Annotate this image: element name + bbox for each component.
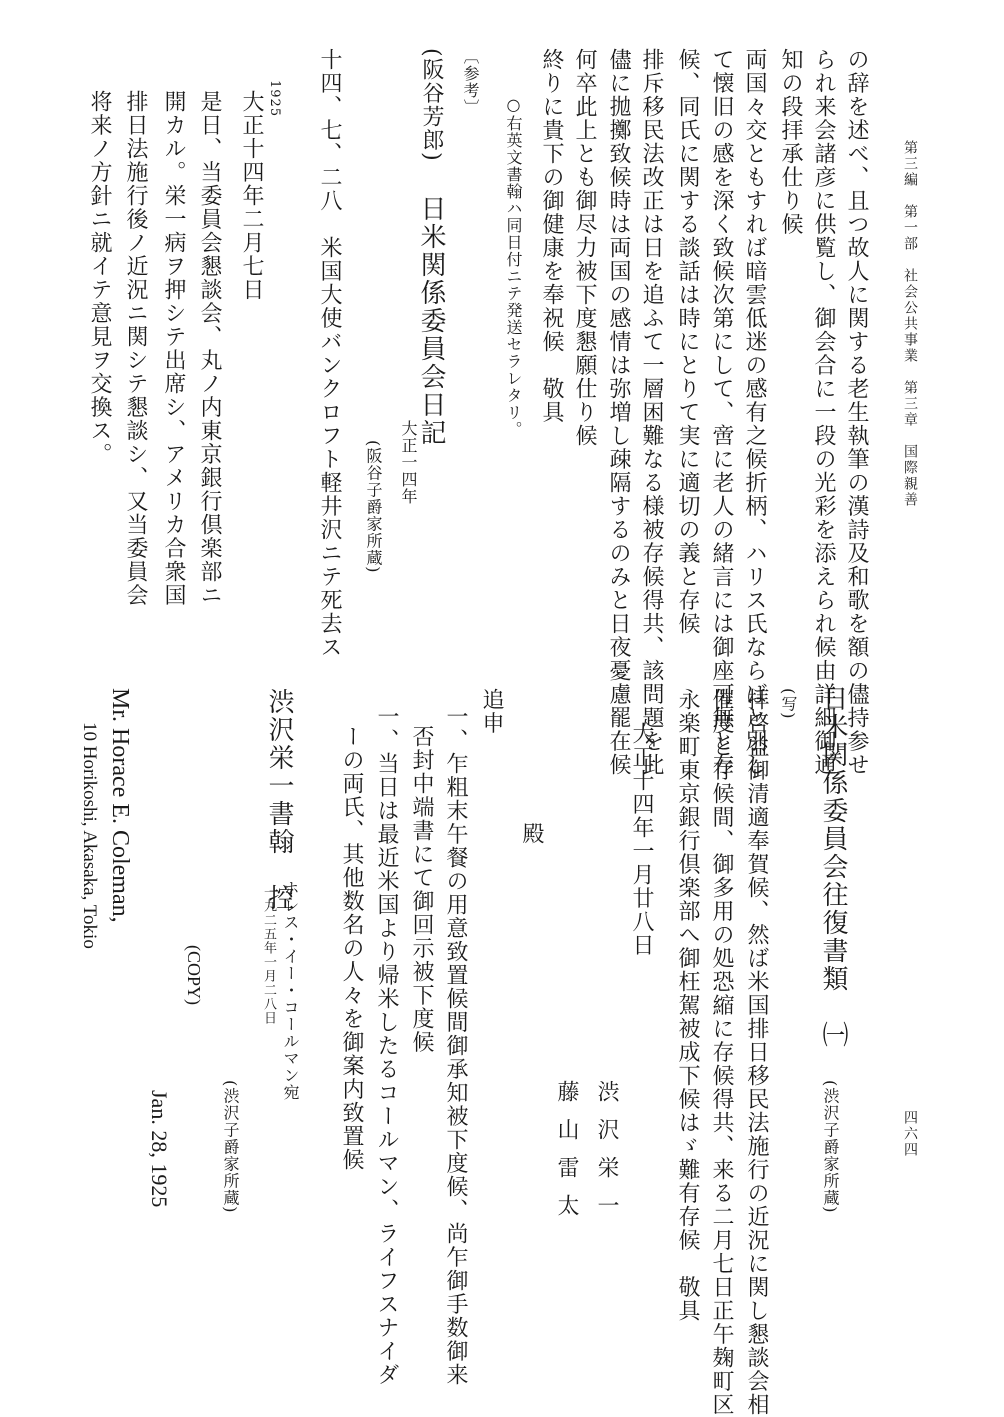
letter-line: 拝啓益御清適奉賀候、然ば米国排日移民法施行の近況に関し懇談会相 (744, 688, 769, 1417)
english-name: Mr. Horace E. Coleman, (107, 688, 133, 923)
letter2-addressee: ホレス・イー・コールマン宛 (281, 880, 300, 1101)
letter2-date: 一九二五年一月二八日 (261, 885, 276, 1025)
reference-title: 日米関係委員会日記 (416, 195, 446, 447)
english-address: 10 Horikoshi, Akasaka, Tokio (79, 722, 100, 949)
postscript-line: ーの両氏、其他数名の人々を御案内致置候 (339, 725, 364, 1172)
diary-date: 大正十四年二月七日 (239, 90, 264, 302)
letter-line: 知の段拝承仕り候 (778, 48, 803, 236)
postscript-line: 一、乍粗末午餐の用意致置候間御承知被下度候、尚乍御手数御来 (443, 705, 468, 1387)
diary-line: 排日法施行後ノ近況ニ関シテ懇談シ、又当委員会 (123, 90, 148, 607)
letter-line: 何卒此上とも御尽力被下度懇願仕り候 (572, 48, 597, 448)
letter-line: て懐旧の感を深く致候次第にして、啻に老人の緒言には御座可無と存 (709, 48, 734, 777)
running-head: 第三編 第一部 社会公共事業 第三章 国際親善 (902, 140, 918, 508)
letter-line: 排斥移民法改正は日を追ふて一層困難なる様被存候得共、該問題を此 (639, 48, 664, 777)
reference-name: (阪谷芳郎) (419, 48, 444, 163)
reference-label: 〔参考〕 (461, 48, 480, 116)
letter-line: 両国々交ともすれば暗雲低迷の感有之候折柄、ハリス氏ならばと別し (742, 48, 767, 777)
diary-line: 将来ノ方針ニ就イテ意見ヲ交換ス。 (87, 90, 112, 466)
diary-line: 是日、当委員会懇談会、丸ノ内東京銀行倶楽部ニ (197, 90, 222, 607)
section-source: (渋沢子爵家所蔵) (821, 1080, 840, 1214)
diary-line: 開カル。栄一病ヲ押シテ出席シ、アメリカ合衆国 (161, 90, 186, 607)
death-note: 十四、七、二八 米国大使バンクロフト軽井沢ニテ死去ス (317, 48, 342, 659)
letter2-title: 渋沢栄一書翰 控 (264, 688, 294, 912)
section-title: 日米関係委員会往復書類 ㈠ (818, 685, 848, 1049)
letter-date: 大正十四年一月廿八日 (629, 722, 654, 957)
postscript-label: 追申 (479, 688, 504, 735)
addressee: 殿 (519, 822, 544, 846)
copy-en: (COPY) (184, 945, 204, 1006)
year-1925: 1925 (267, 80, 282, 118)
letter-line: 終りに貴下の御健康を奉祝候 敬具 (539, 48, 564, 424)
letter-line: の辞を述べ、且つ故人に関する老生執筆の漢詩及和歌を額の儘持参せ (844, 48, 869, 777)
letter-line: 候、同氏に関する談話は時にとりて実に適切の義と存候 (675, 48, 700, 636)
letter-line: 儘に拋擲致候時は両国の感情は弥増し疎隔するのみと日夜憂慮罷在候 (606, 48, 631, 777)
letter-line: られ来会諸彦に供覧し、御会合に一段の光彩を添えられ候由詳細御通 (811, 48, 836, 777)
reference-year: 大正一四年 (399, 420, 418, 505)
postscript-line: 否封中端書にて御回示被下度候 (409, 725, 434, 1054)
english-date: Jan. 28, 1925 (147, 1090, 172, 1208)
page-number: 四六四 (902, 1110, 918, 1158)
signer: 渋沢栄一 (594, 1080, 619, 1232)
sending-note: ○右英文書翰ハ同日付ニテ発送セラレタリ。 (504, 95, 523, 438)
letter-line: 永楽町東京銀行倶楽部へ御枉駕被成下候はゞ難有存候 敬具 (675, 688, 700, 1323)
copy-mark: (写) (779, 688, 798, 720)
postscript-line: 一、当日は最近米国より帰米したるコールマン、ライフスナイダ (374, 705, 399, 1387)
reference-source: (阪谷子爵家所蔵) (364, 440, 383, 574)
signer: 藤山雷太 (554, 1080, 579, 1232)
letter2-source: (渋沢子爵家所蔵) (221, 1080, 240, 1214)
letter-line: 催度と存候間、御多用の処恐縮に存候得共、来る二月七日正午麹町区 (709, 688, 734, 1417)
